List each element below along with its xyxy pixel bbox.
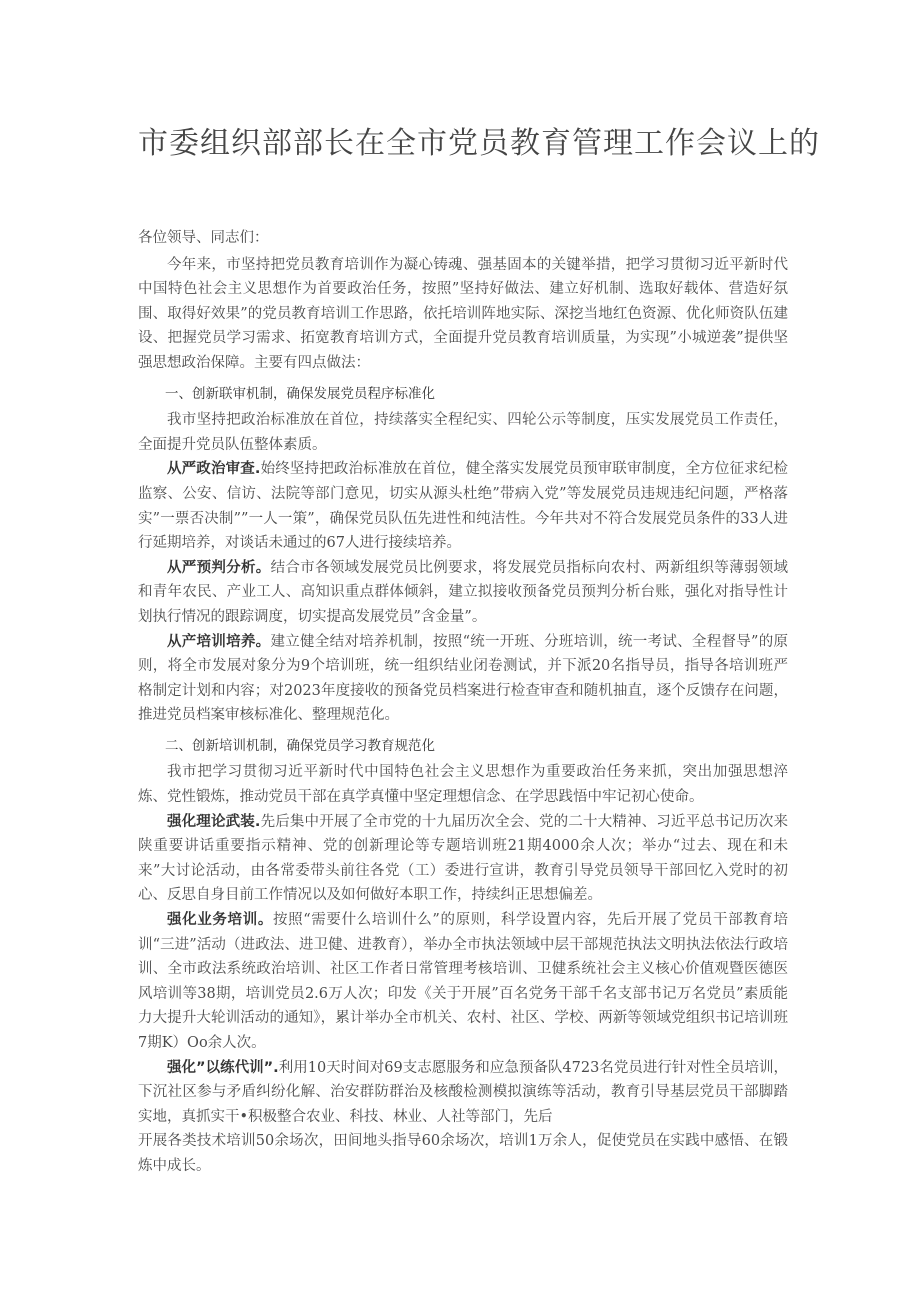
section-2-paragraph-2 — [138, 908, 788, 1056]
section-2-paragraph-1 — [138, 810, 788, 908]
section-1-intro: 我市坚持把政治标准放在首位，持续落实全程纪实、四轮公示等制度，压实发展党员工作责任，全面提升党员队伍整体素质。 — [138, 412, 788, 453]
paragraph-lead: 强化”以练代训”. — [167, 1059, 279, 1076]
paragraph-text: 结合市各领域发展党员比例要求，将发展党员指标向农村、两新组织等薄弱领域和青年农民、产业工人、高知识重点群体倾斜，建立拟接收预备党员预判分析台账，强化对指导性计划执行情况的跟踪调度，切实提高发展党员”含金量”。 — [138, 559, 789, 625]
salutation: 各位领导、同志们： — [138, 230, 269, 246]
paragraph-lead: 强化业务培训。 — [167, 912, 273, 929]
paragraph-text: 建立健全结对培养机制，按照“统一开班、分班培训，统一考试、全程督导”的原则，将全市发展对象分为9个培训班，统一组织结业闭卷测试，并下派20名指导员，指导各培训班严格制定计划和内容；对2023年度接收的预备党员档案进行检查审查和随机抽直，逐个反馈存在问题，推进党员档案审核标准化、整理规范化。 — [138, 633, 789, 724]
section-1-paragraph-3 — [138, 630, 788, 728]
section-2-heading: 二、创新培训机制，确保党员学习教育规范化 — [165, 737, 435, 754]
paragraph-text: 利用10天时间对69支志愿服务和应急预备队4723名党员进行针对性全员培训，下沉社区参与矛盾纠纷化解、治安群防群治及核酸检测模拟演练等活动，教育引导基层党员干部脚踏实地，真抓实干•积极整合农业、科技、林业、人社等部门，先后 — [138, 1059, 788, 1125]
document-title: 市委组织部部长在全市党员教育管理工作会议上的 — [138, 126, 820, 161]
section-2-intro: 我市把学习贯彻习近平新时代中国特色社会主义思想作为重要政治任务来抓，突出加强思想淬炼、党性锻炼，推动党员干部在真学真懂中坚定理想信念、在学思践悟中牢记初心使命。 — [138, 764, 788, 806]
section-1-paragraph-1 — [138, 457, 788, 555]
paragraph-lead: 强化理论武装. — [167, 813, 261, 830]
document-body — [138, 226, 788, 1179]
paragraph-lead: 从严政治审查. — [167, 461, 261, 478]
paragraph-lead: 从严预判分析。 — [167, 559, 271, 576]
intro-paragraph: 今年来，市坚持把党员教育培训作为凝心铸魂、强基固本的关键举措，把学习贯彻习近平新时代中国特色社会主义思想作为首要政治任务，按照”坚持好做法、建立好机制、选取好载体、营造好氛围、取得好效果”的党员教育培训工作思路，依托培训阵地实际、深挖当地红色资源、优化师资队伍建设、把握党员学习需求、拓宽教育培训方式，全面提升党员教育培训质量，为实现”小城逆袭”提供坚强思想政治保障。主要有四点做法： — [138, 256, 788, 371]
section-2-paragraph-3-continued: 开展各类技术培训50余场次，田间地头指导60余场次，培训1万余人，促使党员在实践中感悟、在锻炼中成长。 — [138, 1133, 788, 1174]
section-1-paragraph-2 — [138, 556, 788, 630]
paragraph-lead: 从产培训培养。 — [167, 633, 271, 650]
section-2-paragraph-3 — [138, 1056, 788, 1130]
section-1-heading: 一、创新联审机制，确保发展党员程序标准化 — [165, 385, 435, 402]
paragraph-text: 始终坚持把政治标准放在首位，健全落实发展党员预审联审制度，全方位征求纪检监察、公安、信访、法院等部门意见，切实从源头杜绝”带病入党”等发展党员违规违纪问题，严格落实”一票否决制””一人一策”，确保党员队伍先进性和纯洁性。今年共对不符合发展党员条件的33人进行延期培养，对谈话未通过的67人进行接续培养。 — [138, 461, 788, 552]
paragraph-text: 按照“需要什么培训什么”的原则，科学设置内容，先后开展了党员干部教育培训“三进”活动（进政法、进卫健、进教育），举办全市执法领域中层干部规范执法文明执法依法行政培训、全市政法系统政治培训、社区工作者日常管理考核培训、卫健系统社会主义核心价值观暨医德医风培训等38期，培训党员2.6万人次；印发《关于开展”百名党务干部千名支部书记万名党员”素质能力大提升大轮训活动的通知》，累计举办全市机关、农村、社区、学校、两新等领域党组织书记培训班7期K）Oo余人次。 — [138, 912, 788, 1051]
paragraph-text: 先后集中开展了全市党的十九届历次全会、党的二十大精神、习近平总书记历次来陕重要讲话重要指示精神、党的创新理论等专题培训班21期4000余人次；举办“过去、现在和未来”大讨论活动，由各常委带头前往各党（工）委进行宣讲，教育引导党员领导干部回忆入党时的初心、反思自身目前工作情况以及如何做好本职工作，持续纠正思想偏差。 — [138, 813, 788, 904]
